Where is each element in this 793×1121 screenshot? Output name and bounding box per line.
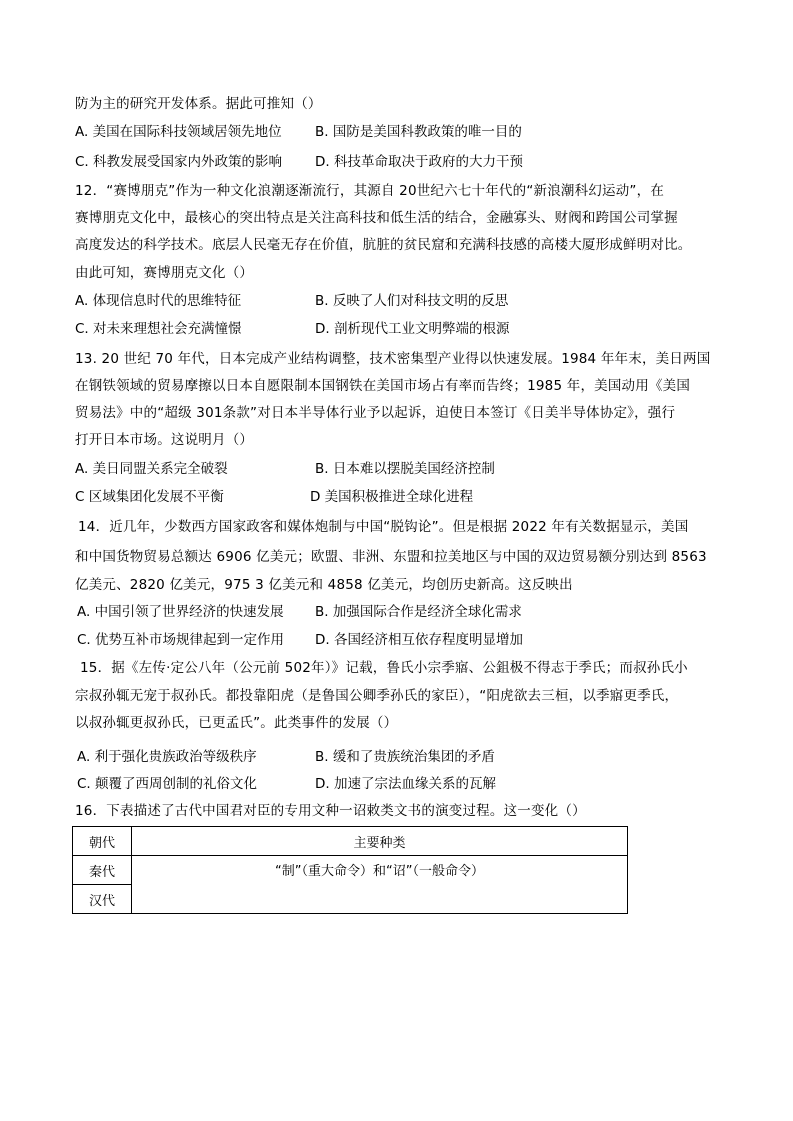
q11-option-d: D. 科技革命取决于政府的大力干预 — [315, 154, 523, 170]
q15-option-c: C. 颠覆了西周创制的礼俗文化 — [77, 776, 258, 792]
q13-stem-line-3: 贸易法》中的“超级 301条款”对日本半导体行业予以起诉，迫使日本签订《日美半导体协定》，强行 — [75, 405, 676, 421]
q12-option-a: A. 体现信息时代的思维特征 — [75, 293, 242, 309]
q11-option-a: A. 美国在国际科技领域居领先地位 — [75, 124, 282, 140]
q12-option-b: B. 反映了人们对科技文明的反思 — [315, 293, 509, 309]
q15-stem-line-1: 15．据《左传·定公八年（公元前 502年）》记载，鲁氏小宗季寤、公鉏极不得志于季氏；而叔孙氏小 — [80, 660, 688, 676]
q11-option-c: C. 科教发展受国家内外政策的影响 — [75, 154, 283, 170]
q15-option-b: B. 缓和了贵族统治集团的矛盾 — [315, 749, 495, 765]
table-header-dynasty: 朝代 — [73, 827, 132, 856]
q12-option-d: D. 剖析现代工业文明弊端的根源 — [315, 321, 510, 337]
table-cell-dynasty: 汉代 — [73, 885, 132, 914]
q13-option-c: C 区域集团化发展不平衡 — [75, 489, 224, 505]
q13-option-a: A. 美日同盟关系完全破裂 — [75, 461, 228, 477]
q13-option-d: D 美国积极推进全球化进程 — [310, 489, 474, 505]
q11-option-b: B. 国防是美国科教政策的唯一目的 — [315, 124, 522, 140]
q15-stem-line-2: 宗叔孙辄无宠于叔孙氏。都投靠阳虎（是鲁国公卿季孙氏的家臣），“阳虎欲去三桓，以季寤更季氏， — [75, 688, 679, 704]
q13-stem-line-1: 13. 20 世纪 70 年代，日本完成产业结构调整，技术密集型产业得以快速发展。1984 年年末，美日两国 — [75, 351, 711, 367]
q14-stem-line-1: 14．近几年，少数西方国家政客和媒体炮制与中国“脱钩论”。但是根据 2022 年有关数据显示，美国 — [78, 519, 689, 535]
q16-stem: 16．下表描述了古代中国君对臣的专用文种一诏敕类文书的演变过程。这一变化（） — [75, 803, 586, 819]
q13-stem-line-2: 在钢铁领域的贸易摩擦以日本自愿限制本国钢铁在美国市场占有率而告终；1985 年，美国动用《美国 — [75, 378, 691, 394]
q12-stem-line-4: 由此可知，赛博朋克文化（） — [75, 265, 254, 281]
q12-stem-line-2: 赛博朋克文化中，最核心的突出特点是关注高科技和低生活的结合，金融寡头、财阀和跨国公司掌握 — [75, 210, 678, 226]
table-header-types: 主要种类 — [132, 827, 628, 856]
table-cell-types: “制”（重大命令）和“诏”（一般命令） — [132, 856, 628, 914]
q13-stem-line-4: 打开日本市场。这说明月（） — [75, 432, 254, 448]
q15-stem-line-3: 以叔孙辄更叔孙氏，已更孟氏”。此类事件的发展（） — [75, 715, 398, 731]
table-row — [73, 856, 628, 885]
q15-option-d: D. 加速了宗法血缘关系的瓦解 — [315, 776, 496, 792]
q14-stem-line-2: 和中国货物贸易总额达 6906 亿美元；欧盟、非洲、东盟和拉美地区与中国的双边贸易额分别达到 8563 — [75, 549, 707, 565]
q11-stem-tail: 防为主的研究开发体系。据此可推知（） — [75, 96, 322, 112]
edict-table — [72, 826, 628, 914]
q14-option-b: B. 加强国际合作是经济全球化需求 — [315, 604, 522, 620]
q12-stem-line-1: 12．“赛博朋克”作为一种文化浪潮逐渐流行，其源自 20世纪六七十年代的“新浪潮科幻运动”，在 — [75, 183, 665, 199]
q12-option-c: C. 对未来理想社会充满憧憬 — [75, 321, 242, 337]
table-cell-dynasty: 秦代 — [73, 856, 132, 885]
table-header-row — [73, 827, 628, 856]
q14-option-d: D. 各国经济相互依存程度明显增加 — [315, 632, 523, 648]
q12-stem-line-3: 高度发达的科学技术。底层人民毫无存在价值，肮脏的贫民窟和充满科技感的高楼大厦形成鲜明对比。 — [75, 237, 692, 253]
q14-stem-line-3: 亿美元、2820 亿美元，975 3 亿美元和 4858 亿美元，均创历史新高。这反映出 — [75, 577, 573, 593]
q15-option-a: A. 利于强化贵族政治等级秩序 — [77, 749, 257, 765]
q14-option-c: C. 优势互补市场规律起到一定作用 — [77, 632, 285, 648]
q14-option-a: A. 中国引领了世界经济的快速发展 — [77, 604, 284, 620]
q13-option-b: B. 日本难以摆脱美国经济控制 — [315, 461, 495, 477]
